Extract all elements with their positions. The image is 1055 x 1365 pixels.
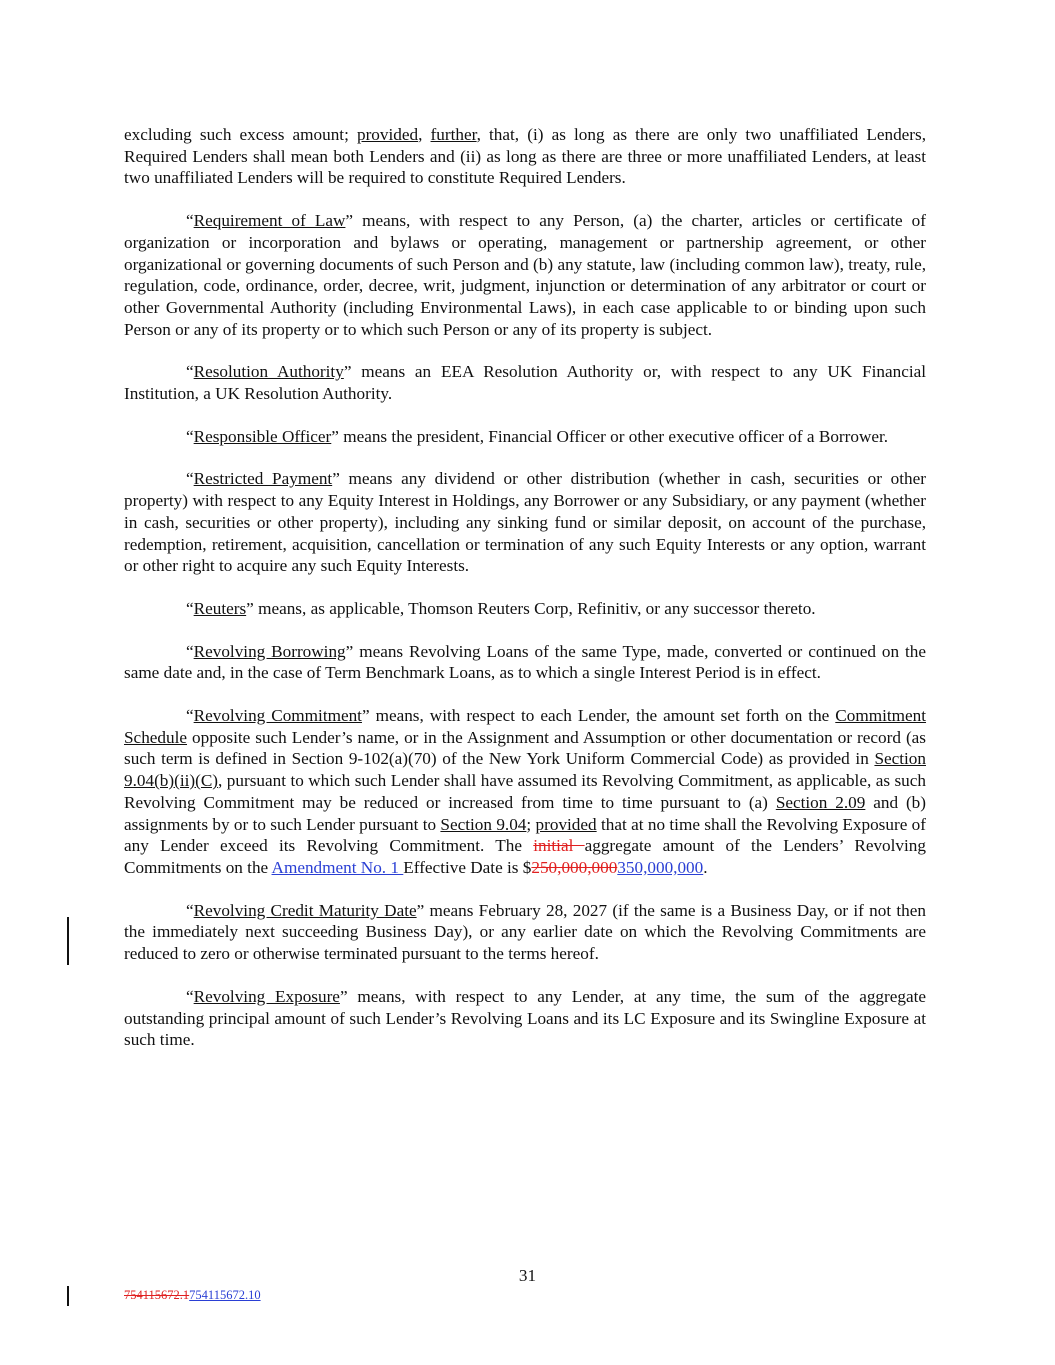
definition-requirement-of-law [124, 210, 926, 340]
defined-term: Revolving Credit Maturity Date [193, 900, 417, 920]
definition-revolving-commitment [124, 705, 926, 879]
section-reference: Section 2.09 [775, 792, 866, 812]
document-page [124, 124, 926, 1072]
deleted-amount: 250,000,000 [531, 857, 618, 877]
text: , that, (i) as long as there are only two unaffiliated Lenders, Required Lenders shall mean both Lenders and (ii) as long as there are three or more unaffiliated Lenders, at least two unaffiliated Lenders will be required to constitute Required Lenders. [124, 125, 927, 188]
quote-mark: “ [186, 706, 194, 726]
document-id-footer [124, 1288, 261, 1303]
text: , [418, 125, 431, 144]
definition-text: ” means, with respect to any Lender, at any time, the sum of the aggregate outstanding principal amount of such Lender’s Revolving Loans and its LC Exposure and its Swingline Exposure at such time. [124, 986, 926, 1050]
definition-text: ” means, with respect to each Lender, the amount set forth on the [361, 706, 836, 726]
definition-text: ” means, with respect to any Person, (a) the charter, articles or certificate of organization or incorporation and bylaws or operating, management or partnership agreement, or other organizational or governing documents of such Person and (b) any statute, law (including common law), treaty, rule, regulation, code, ordinance, order, decree, writ, judgment, injunction or determination of any arbitrator or court or other Governmental Authority (including Environmental Laws), in each case applicable to or binding upon such Person or any of its property or to which such Person or any of its property is subject. [124, 211, 926, 339]
inserted-document-id: 754115672.10 [189, 1288, 261, 1302]
definition-reuters [124, 598, 926, 620]
section-reference: Section 9.04 [440, 814, 527, 834]
definition-text: ” means, as applicable, Thomson Reuters Corp, Refinitiv, or any successor thereto. [246, 598, 816, 618]
defined-term: Reuters [193, 598, 247, 618]
definition-responsible-officer [124, 426, 926, 448]
definition-text: that at no time shall the Revolving Exposure of any Lender exceed its Revolving Commitment. The [124, 814, 926, 856]
definition-text: , pursuant to which such Lender shall have assumed its Revolving Commitment, as applicable, as such Revolving Commitment may be reduced or increased from time to time pursuant to (a) [124, 771, 926, 812]
page-number: 31 [518, 1266, 537, 1285]
inserted-amount: 350,000,000 [617, 857, 704, 877]
quote-mark: “ [186, 469, 194, 489]
defined-term: Revolving Commitment [193, 706, 362, 726]
quote-mark: “ [186, 211, 194, 231]
definition-text: ” means an EEA Resolution Authority or, with respect to any UK Financial Institution, a UK Resolution Authority. [124, 362, 926, 404]
change-bar [67, 1286, 69, 1306]
underlined-text: provided [535, 814, 597, 834]
quote-mark: “ [186, 900, 194, 920]
defined-term: Revolving Borrowing [193, 641, 346, 661]
inserted-text: Amendment No. 1 [271, 857, 404, 877]
quote-mark: “ [186, 426, 194, 446]
underlined-text: further [430, 125, 477, 144]
definition-revolving-credit-maturity-date [124, 900, 926, 965]
quote-mark: “ [186, 362, 194, 382]
definition-text: ” means any dividend or other distribution (whether in cash, securities or other property) with respect to any Equity Interest in Holdings, any Borrower or any Subsidiary, or any payment (whether in cash, securities or other property), including any sinking fund or similar deposit, on account of the purchase, redemption, retirement, acquisition, cancellation or termination of any such Equity Interests or any option, warrant or other right to acquire any such Equity Interests. [124, 469, 926, 576]
definition-text: and (b) assignments by or to such Lender pursuant to [124, 792, 926, 834]
defined-term: Responsible Officer [193, 426, 332, 446]
definition-text: aggregate amount of the Lenders’ Revolving Commitments on the [124, 836, 926, 877]
definition-text: ; [526, 814, 536, 834]
definition-text: Effective Date is $ [403, 857, 532, 877]
defined-term: Revolving Exposure [193, 986, 340, 1006]
deleted-document-id: 754115672.1 [124, 1288, 190, 1302]
deleted-text: initial [533, 836, 585, 856]
definition-restricted-payment [124, 468, 926, 577]
commitment-schedule-reference: Commitment Schedule [124, 706, 927, 747]
quote-mark: “ [186, 986, 194, 1006]
definition-text: ” means the president, Financial Officer or other executive officer of a Borrower. [331, 426, 889, 446]
quote-mark: “ [186, 641, 194, 661]
quote-mark: “ [186, 598, 194, 618]
definition-text: opposite such Lender’s name, or in the Assignment and Assumption or other documentation or record (as such term is defined in Section 9-102(a)(70) of the New York Uniform Commercial Code) as provided in [124, 727, 926, 769]
definition-text: . [703, 857, 708, 877]
paragraph-required-lenders-continuation [124, 124, 926, 189]
definition-text: ” means February 28, 2027 (if the same is a Business Day, or if not then the immediately next succeeding Business Day), or any earlier date on which the Revolving Commitments are reduced to zero or otherwise terminated pursuant to the terms hereof. [124, 900, 926, 964]
definition-resolution-authority [124, 361, 926, 404]
defined-term: Restricted Payment [193, 469, 333, 489]
change-bar [67, 917, 69, 965]
underlined-text: provided [356, 125, 419, 144]
section-reference: Section 9.04(b)(ii)(C) [124, 749, 926, 791]
definition-revolving-exposure [124, 986, 926, 1051]
defined-term: Requirement of Law [193, 211, 346, 231]
text: excluding such excess amount; [124, 125, 357, 144]
definition-text: ” means Revolving Loans of the same Type, made, converted or continued on the same date and, in the case of Term Benchmark Loans, as to which a single Interest Period is in effect. [124, 641, 926, 683]
defined-term: Resolution Authority [193, 362, 344, 382]
definition-revolving-borrowing [124, 641, 926, 684]
